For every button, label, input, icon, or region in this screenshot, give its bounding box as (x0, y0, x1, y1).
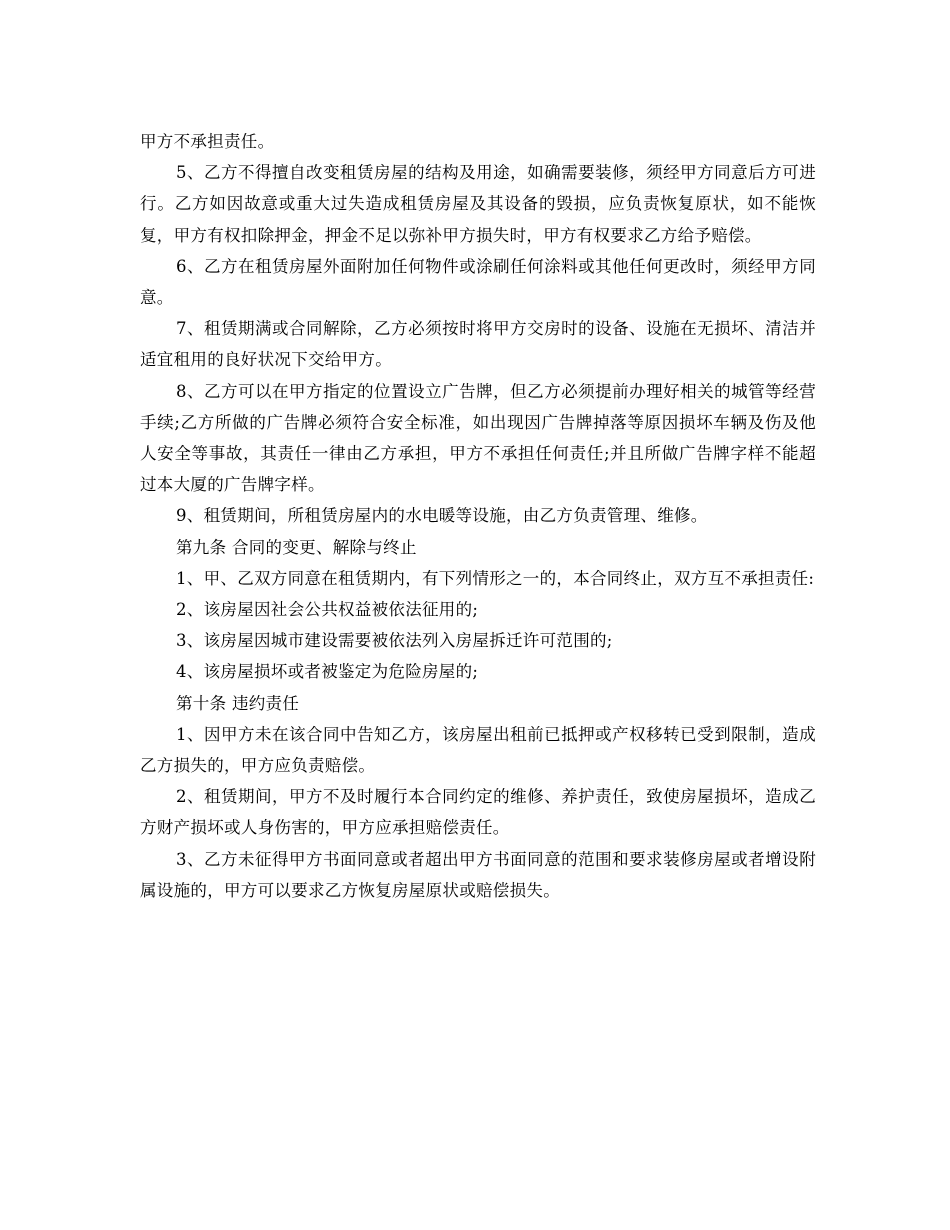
paragraph: 5、乙方不得擅自改变租赁房屋的结构及用途，如确需要装修，须经甲方同意后方可进行。乙方如因故意或重大过失造成租赁房屋及其设备的毁损，应负责恢复原状，如不能恢复，甲方有权扣除押金，押金不足以弥补甲方损失时，甲方有权要求乙方给予赔偿。 (140, 163, 816, 245)
paragraph: 4、该房屋损坏或者被鉴定为危险房屋的; (176, 662, 479, 682)
paragraph: 1、因甲方未在该合同中告知乙方，该房屋出租前已抵押或产权移转已受到限制，造成乙方损失的，甲方应负责赔偿。 (140, 724, 816, 776)
paragraph: 8、乙方可以在甲方指定的位置设立广告牌，但乙方必须提前办理好相关的城管等经营手续;乙方所做的广告牌必须符合安全标准，如出现因广告牌掉落等原因损坏车辆及伤及他人安全等事故，其责任一律由乙方承担，甲方不承担任何责任;并且所做广告牌字样不能超过本大厦的广告牌字样。 (140, 381, 816, 495)
paragraph: 1、甲、乙双方同意在租赁期内，有下列情形之一的，本合同终止，双方互不承担责任: (176, 568, 815, 588)
paragraph: 6、乙方在租赁房屋外面附加任何物件或涂刷任何涂料或其他任何更改时，须经甲方同意。 (140, 256, 816, 308)
paragraph: 9、租赁期间，所租赁房屋内的水电暖等设施，由乙方负责管理、维修。 (176, 506, 708, 526)
paragraph: 3、乙方未征得甲方书面同意或者超出甲方书面同意的范围和要求装修房屋或者增设附属设施的，甲方可以要求乙方恢复房屋原状或赔偿损失。 (140, 849, 816, 900)
section-heading: 第九条 合同的变更、解除与终止 (176, 537, 417, 557)
document-body (140, 128, 816, 906)
paragraph: 3、该房屋因城市建设需要被依法列入房屋拆迁许可范围的; (176, 631, 613, 651)
paragraph: 2、该房屋因社会公共权益被依法征用的; (176, 600, 479, 620)
paragraph: 甲方不承担责任。 (140, 132, 275, 151)
section-heading: 第十条 违约责任 (176, 693, 300, 713)
paragraph: 2、租赁期间，甲方不及时履行本合同约定的维修、养护责任，致使房屋损坏，造成乙方财产损坏或人身伤害的，甲方应承担赔偿责任。 (140, 787, 816, 838)
paragraph: 7、租赁期满或合同解除，乙方必须按时将甲方交房时的设备、设施在无损坏、清洁并适宜租用的良好状况下交给甲方。 (140, 319, 816, 370)
